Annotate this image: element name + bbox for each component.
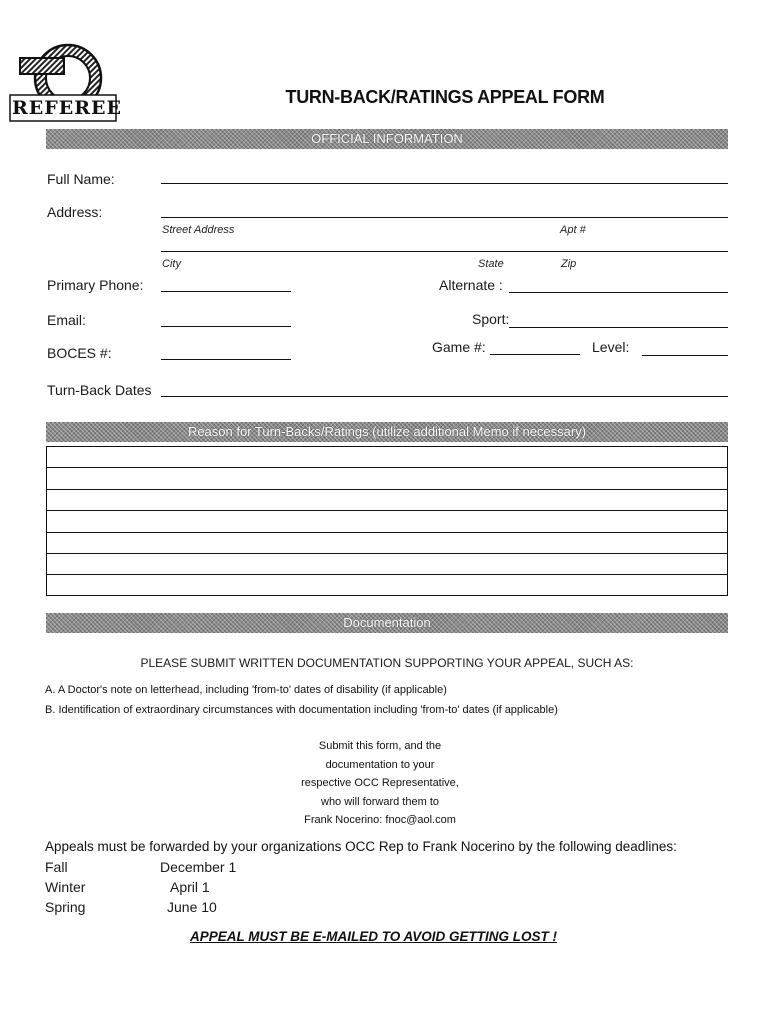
street-address-caption: Street Address xyxy=(162,224,235,236)
boces-field[interactable] xyxy=(161,359,291,360)
section-bar-reason: Reason for Turn-Backs/Ratings (utilize additional Memo if necessary) xyxy=(46,422,728,442)
primary-phone-field[interactable] xyxy=(161,291,291,292)
submit-line: Submit this form, and the xyxy=(318,740,442,752)
logo-text: REFEREE xyxy=(12,97,122,119)
submit-line: Frank Nocerino: fnoc@aol.com xyxy=(304,814,456,826)
reason-line[interactable] xyxy=(47,554,727,575)
deadline-date-fall: December 1 xyxy=(160,859,237,875)
reason-text-area[interactable] xyxy=(46,446,728,596)
email-field[interactable] xyxy=(161,326,291,327)
sport-field[interactable] xyxy=(509,327,728,328)
documentation-item-b: B. Identification of extraordinary circumstances with documentation including 'from-to' dates (if applicable) xyxy=(45,704,558,716)
game-number-field[interactable] xyxy=(490,354,580,355)
reason-line[interactable] xyxy=(47,447,727,468)
apt-caption: Apt # xyxy=(560,224,586,236)
submit-line: respective OCC Representative, xyxy=(301,777,459,789)
full-name-field[interactable] xyxy=(161,183,728,184)
city-caption: City xyxy=(162,258,181,270)
submit-instructions xyxy=(260,737,500,830)
submit-line: documentation to your xyxy=(325,758,435,771)
level-field[interactable] xyxy=(642,355,728,356)
email-warning: APPEAL MUST BE E-MAILED TO AVOID GETTING LOST ! xyxy=(189,929,557,944)
referee-logo xyxy=(8,40,122,130)
section-bar-official-information: OFFICIAL INFORMATION xyxy=(46,129,728,149)
level-label: Level: xyxy=(592,339,630,355)
reason-line[interactable] xyxy=(47,468,727,489)
boces-label: BOCES #: xyxy=(47,345,112,361)
state-caption: State xyxy=(478,258,504,270)
documentation-heading: PLEASE SUBMIT WRITTEN DOCUMENTATION SUPPORTING YOUR APPEAL, SUCH AS: xyxy=(140,656,634,670)
deadline-date-spring: June 10 xyxy=(167,899,217,915)
email-label: Email: xyxy=(47,312,86,328)
reason-line[interactable] xyxy=(47,575,727,596)
primary-phone-label: Primary Phone: xyxy=(47,277,144,293)
full-name-label: Full Name: xyxy=(47,171,115,187)
documentation-item-a: A. A Doctor's note on letterhead, including 'from-to' dates of disability (if applicable) xyxy=(45,684,447,696)
zip-caption: Zip xyxy=(561,258,577,270)
street-address-field[interactable] xyxy=(161,217,728,218)
form-title: TURN-BACK/RATINGS APPEAL FORM xyxy=(285,87,605,107)
game-label: Game #: xyxy=(432,339,486,355)
deadline-season-spring: Spring xyxy=(45,899,86,915)
section-bar-documentation: Documentation xyxy=(46,613,728,633)
reason-line[interactable] xyxy=(47,490,727,511)
deadline-season-fall: Fall xyxy=(45,859,68,875)
alternate-label: Alternate : xyxy=(439,277,503,293)
turn-back-dates-label: Turn-Back Dates xyxy=(47,382,152,398)
deadlines-intro: Appeals must be forwarded by your organizations OCC Rep to Frank Nocerino by the following deadlines: xyxy=(45,839,677,854)
sport-label: Sport: xyxy=(472,311,510,327)
city-state-zip-field[interactable] xyxy=(161,251,728,252)
turn-back-dates-field[interactable] xyxy=(161,396,728,397)
reason-line[interactable] xyxy=(47,511,727,532)
submit-line: who will forward them to xyxy=(321,795,439,808)
deadline-season-winter: Winter xyxy=(45,879,86,895)
address-label: Address: xyxy=(47,204,103,220)
alternate-phone-field[interactable] xyxy=(509,292,728,293)
reason-line[interactable] xyxy=(47,533,727,554)
deadline-date-winter: April 1 xyxy=(170,879,210,895)
